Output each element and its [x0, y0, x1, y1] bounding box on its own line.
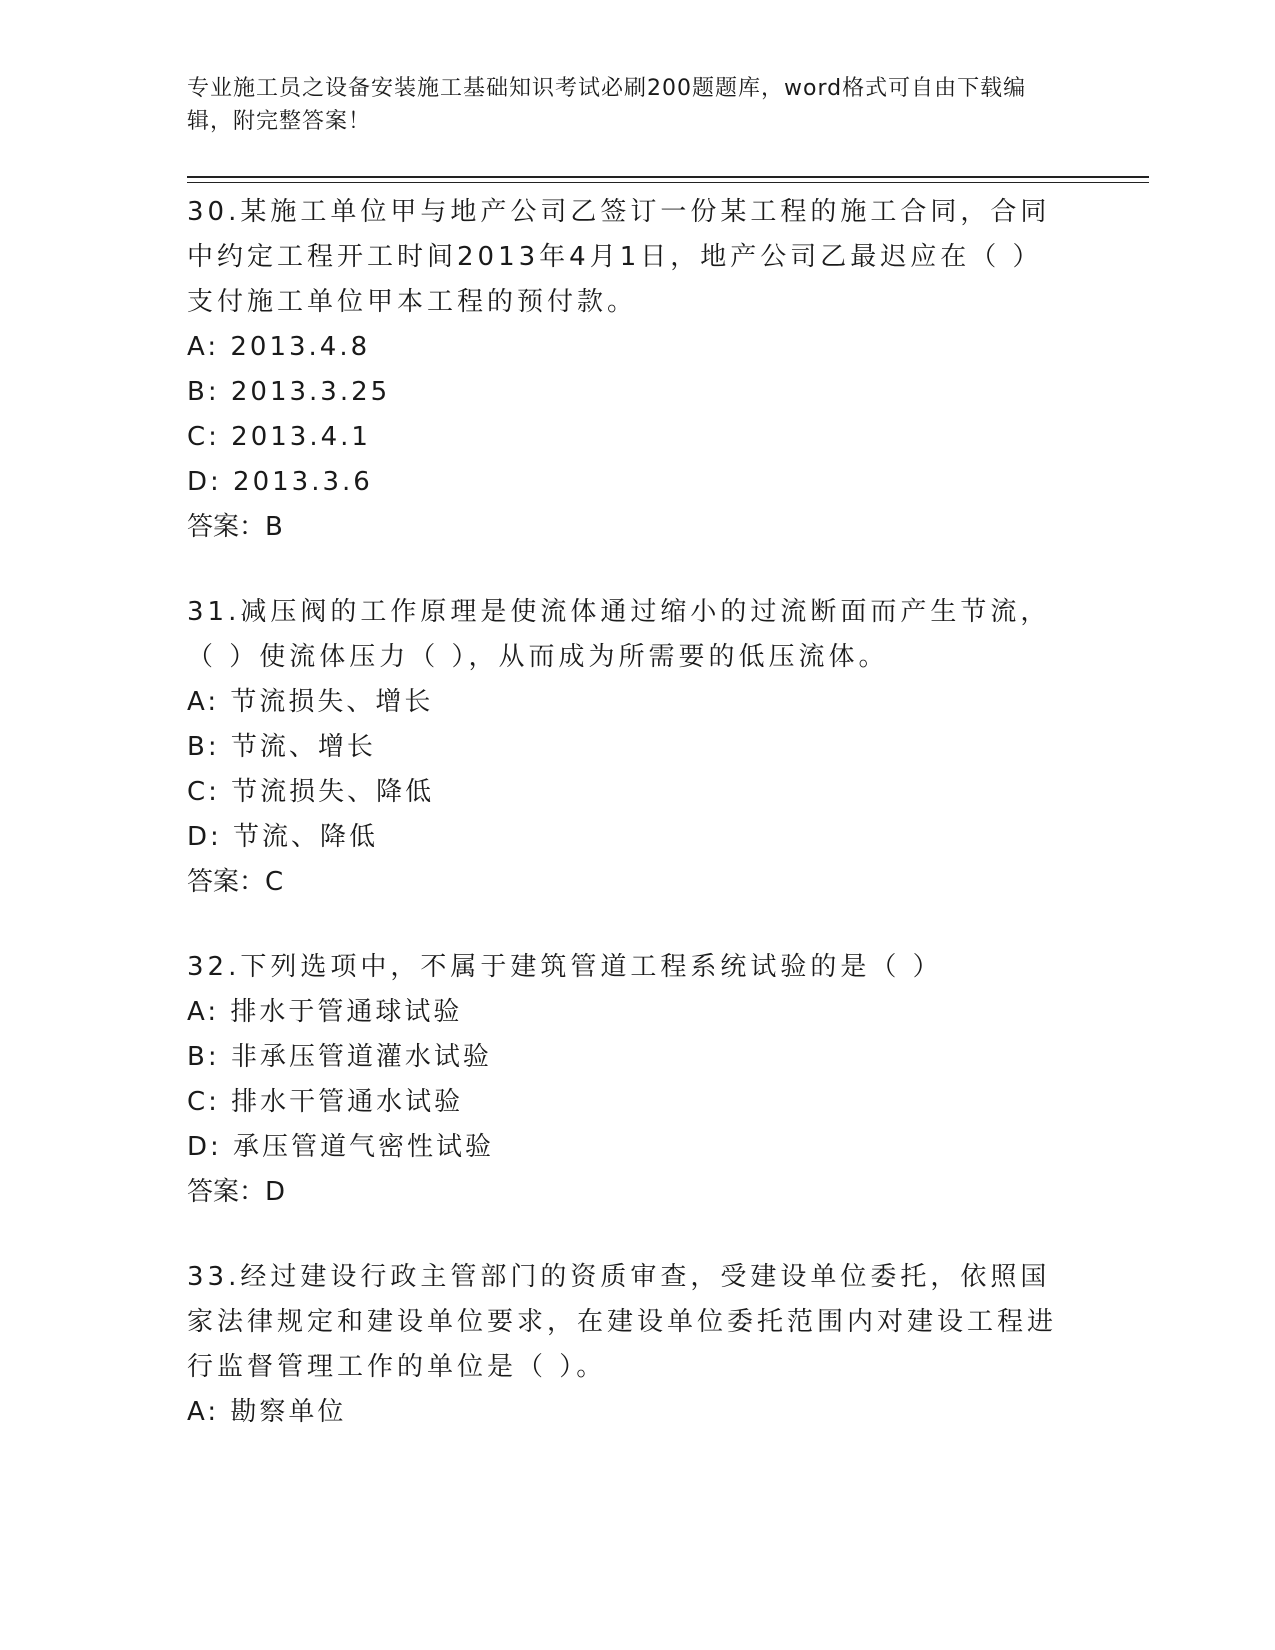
question-33 — [187, 1255, 1067, 1435]
answer-line: 答案：D — [187, 1177, 286, 1207]
option-d: D: 2013.3.6 — [187, 467, 373, 497]
question-stem: 33.经过建设行政主管部门的资质审查，受建设单位委托，依照国家法律规定和建设单位要求，在建设单位委托范围内对建设工程进行监督管理工作的单位是（ ）。 — [187, 1262, 1058, 1382]
question-stem: 31.减压阀的工作原理是使流体通过缩小的过流断面而产生节流，（ ）使流体压力（ ），从而成为所需要的低压流体。 — [187, 597, 1051, 672]
option-d: D: 节流、降低 — [187, 822, 379, 852]
question-stem: 30.某施工单位甲与地产公司乙签订一份某工程的施工合同，合同中约定工程开工时间2013年4月1日，地产公司乙最迟应在（ ）支付施工单位甲本工程的预付款。 — [187, 197, 1051, 317]
document-header: 专业施工员之设备安装施工基础知识考试必刷200题题库，word格式可自由下载编辑，附完整答案！ — [187, 76, 1027, 134]
header-divider-thick — [187, 176, 1149, 178]
question-31 — [187, 590, 1067, 905]
option-b: B: 2013.3.25 — [187, 377, 391, 407]
option-a: A: 排水于管通球试验 — [187, 997, 463, 1027]
header-divider-thin — [187, 182, 1149, 183]
option-a: A: 勘察单位 — [187, 1397, 347, 1427]
question-list — [187, 190, 1067, 1475]
option-b: B: 节流、增长 — [187, 732, 376, 762]
question-32 — [187, 945, 1067, 1215]
answer-line: 答案：B — [187, 512, 283, 542]
option-a: A: 2013.4.8 — [187, 332, 371, 362]
option-a: A: 节流损失、增长 — [187, 687, 434, 717]
option-b: B: 非承压管道灌水试验 — [187, 1042, 492, 1072]
option-d: D: 承压管道气密性试验 — [187, 1132, 495, 1162]
option-c: C: 排水干管通水试验 — [187, 1087, 464, 1117]
answer-line: 答案：C — [187, 867, 284, 897]
option-c: C: 节流损失、降低 — [187, 777, 435, 807]
question-30 — [187, 190, 1067, 550]
option-c: C: 2013.4.1 — [187, 422, 371, 452]
question-stem: 32.下列选项中，不属于建筑管道工程系统试验的是（ ） — [187, 952, 943, 982]
